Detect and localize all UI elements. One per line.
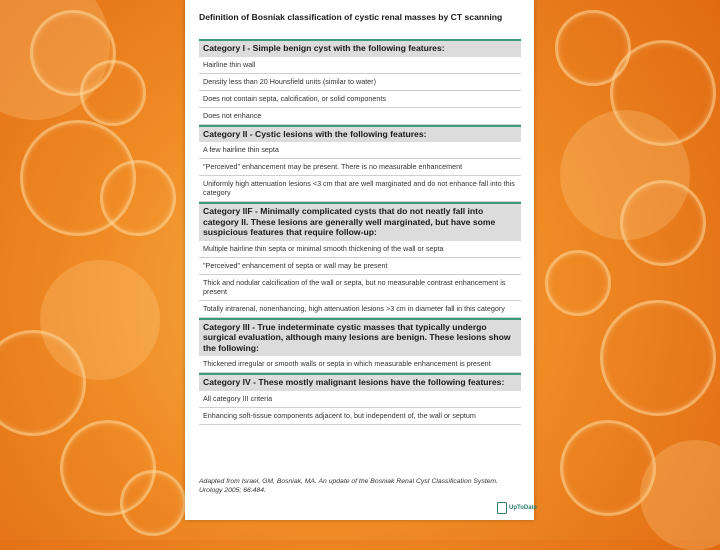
bokeh-ring	[600, 300, 716, 416]
criteria-item: A few hairline thin septa	[199, 142, 521, 159]
category-heading: Category I - Simple benign cyst with the following features:	[199, 39, 521, 57]
bokeh-ring	[80, 60, 146, 126]
criteria-item: Hairline thin wall	[199, 57, 521, 74]
criteria-item: Density less than 20 Hounsfield units (similar to water)	[199, 74, 521, 91]
criteria-item: Thickened irregular or smooth walls or septa in which measurable enhancement is present	[199, 356, 521, 373]
uptodate-logo	[497, 502, 537, 514]
criteria-item: Does not enhance	[199, 108, 521, 125]
criteria-item: Enhancing soft-tissue components adjacent to, but independent of, the wall or septum	[199, 408, 521, 425]
bokeh-ring	[545, 250, 611, 316]
criteria-item: Uniformly high attenuation lesions <3 cm that are well marginated and do not enhance fall into this category	[199, 176, 521, 202]
criteria-item: Thick and nodular calcification of the wall or septa, but no measurable contrast enhancement is present	[199, 275, 521, 301]
classification-table	[199, 39, 521, 425]
citation: Adapted from Israel, GM, Bosniak, MA. An update of the Bosniak Renal Cyst Classification System. Urology 2005; 66:484.	[199, 478, 498, 494]
criteria-item: Multiple hairline thin septa or minimal smooth thickening of the wall or septa	[199, 241, 521, 258]
bokeh-ring	[120, 470, 186, 536]
criteria-item: "Perceived" enhancement may be present. There is no measurable enhancement	[199, 159, 521, 176]
logo-text: UpToDate	[509, 505, 537, 511]
criteria-item: All category III criteria	[199, 391, 521, 408]
document-page	[185, 0, 537, 520]
bokeh-ring	[100, 160, 176, 236]
bokeh-ring	[620, 180, 706, 266]
criteria-item: "Perceived" enhancement of septa or wall may be present	[199, 258, 521, 275]
category-heading: Category IIF - Minimally complicated cysts that do not neatly fall into category II. These lesions are generally well marginated, but have some suspicious features that require follow-up:	[199, 202, 521, 241]
category-heading: Category IV - These mostly malignant lesions have the following features:	[199, 373, 521, 391]
category-heading: Category III - True indeterminate cystic masses that typically undergo surgical evaluation, although many lesions are benign. These lesions show the following:	[199, 318, 521, 357]
category-heading: Category II - Cystic lesions with the following features:	[199, 125, 521, 143]
criteria-item: Does not contain septa, calcification, or solid components	[199, 91, 521, 108]
logo-mark-icon	[497, 502, 507, 514]
criteria-item: Totally intrarenal, nonenhancing, high attenuation lesions >3 cm in diameter fall in this category	[199, 301, 521, 318]
document-title: Definition of Bosniak classification of cystic renal masses by CT scanning	[199, 12, 503, 22]
